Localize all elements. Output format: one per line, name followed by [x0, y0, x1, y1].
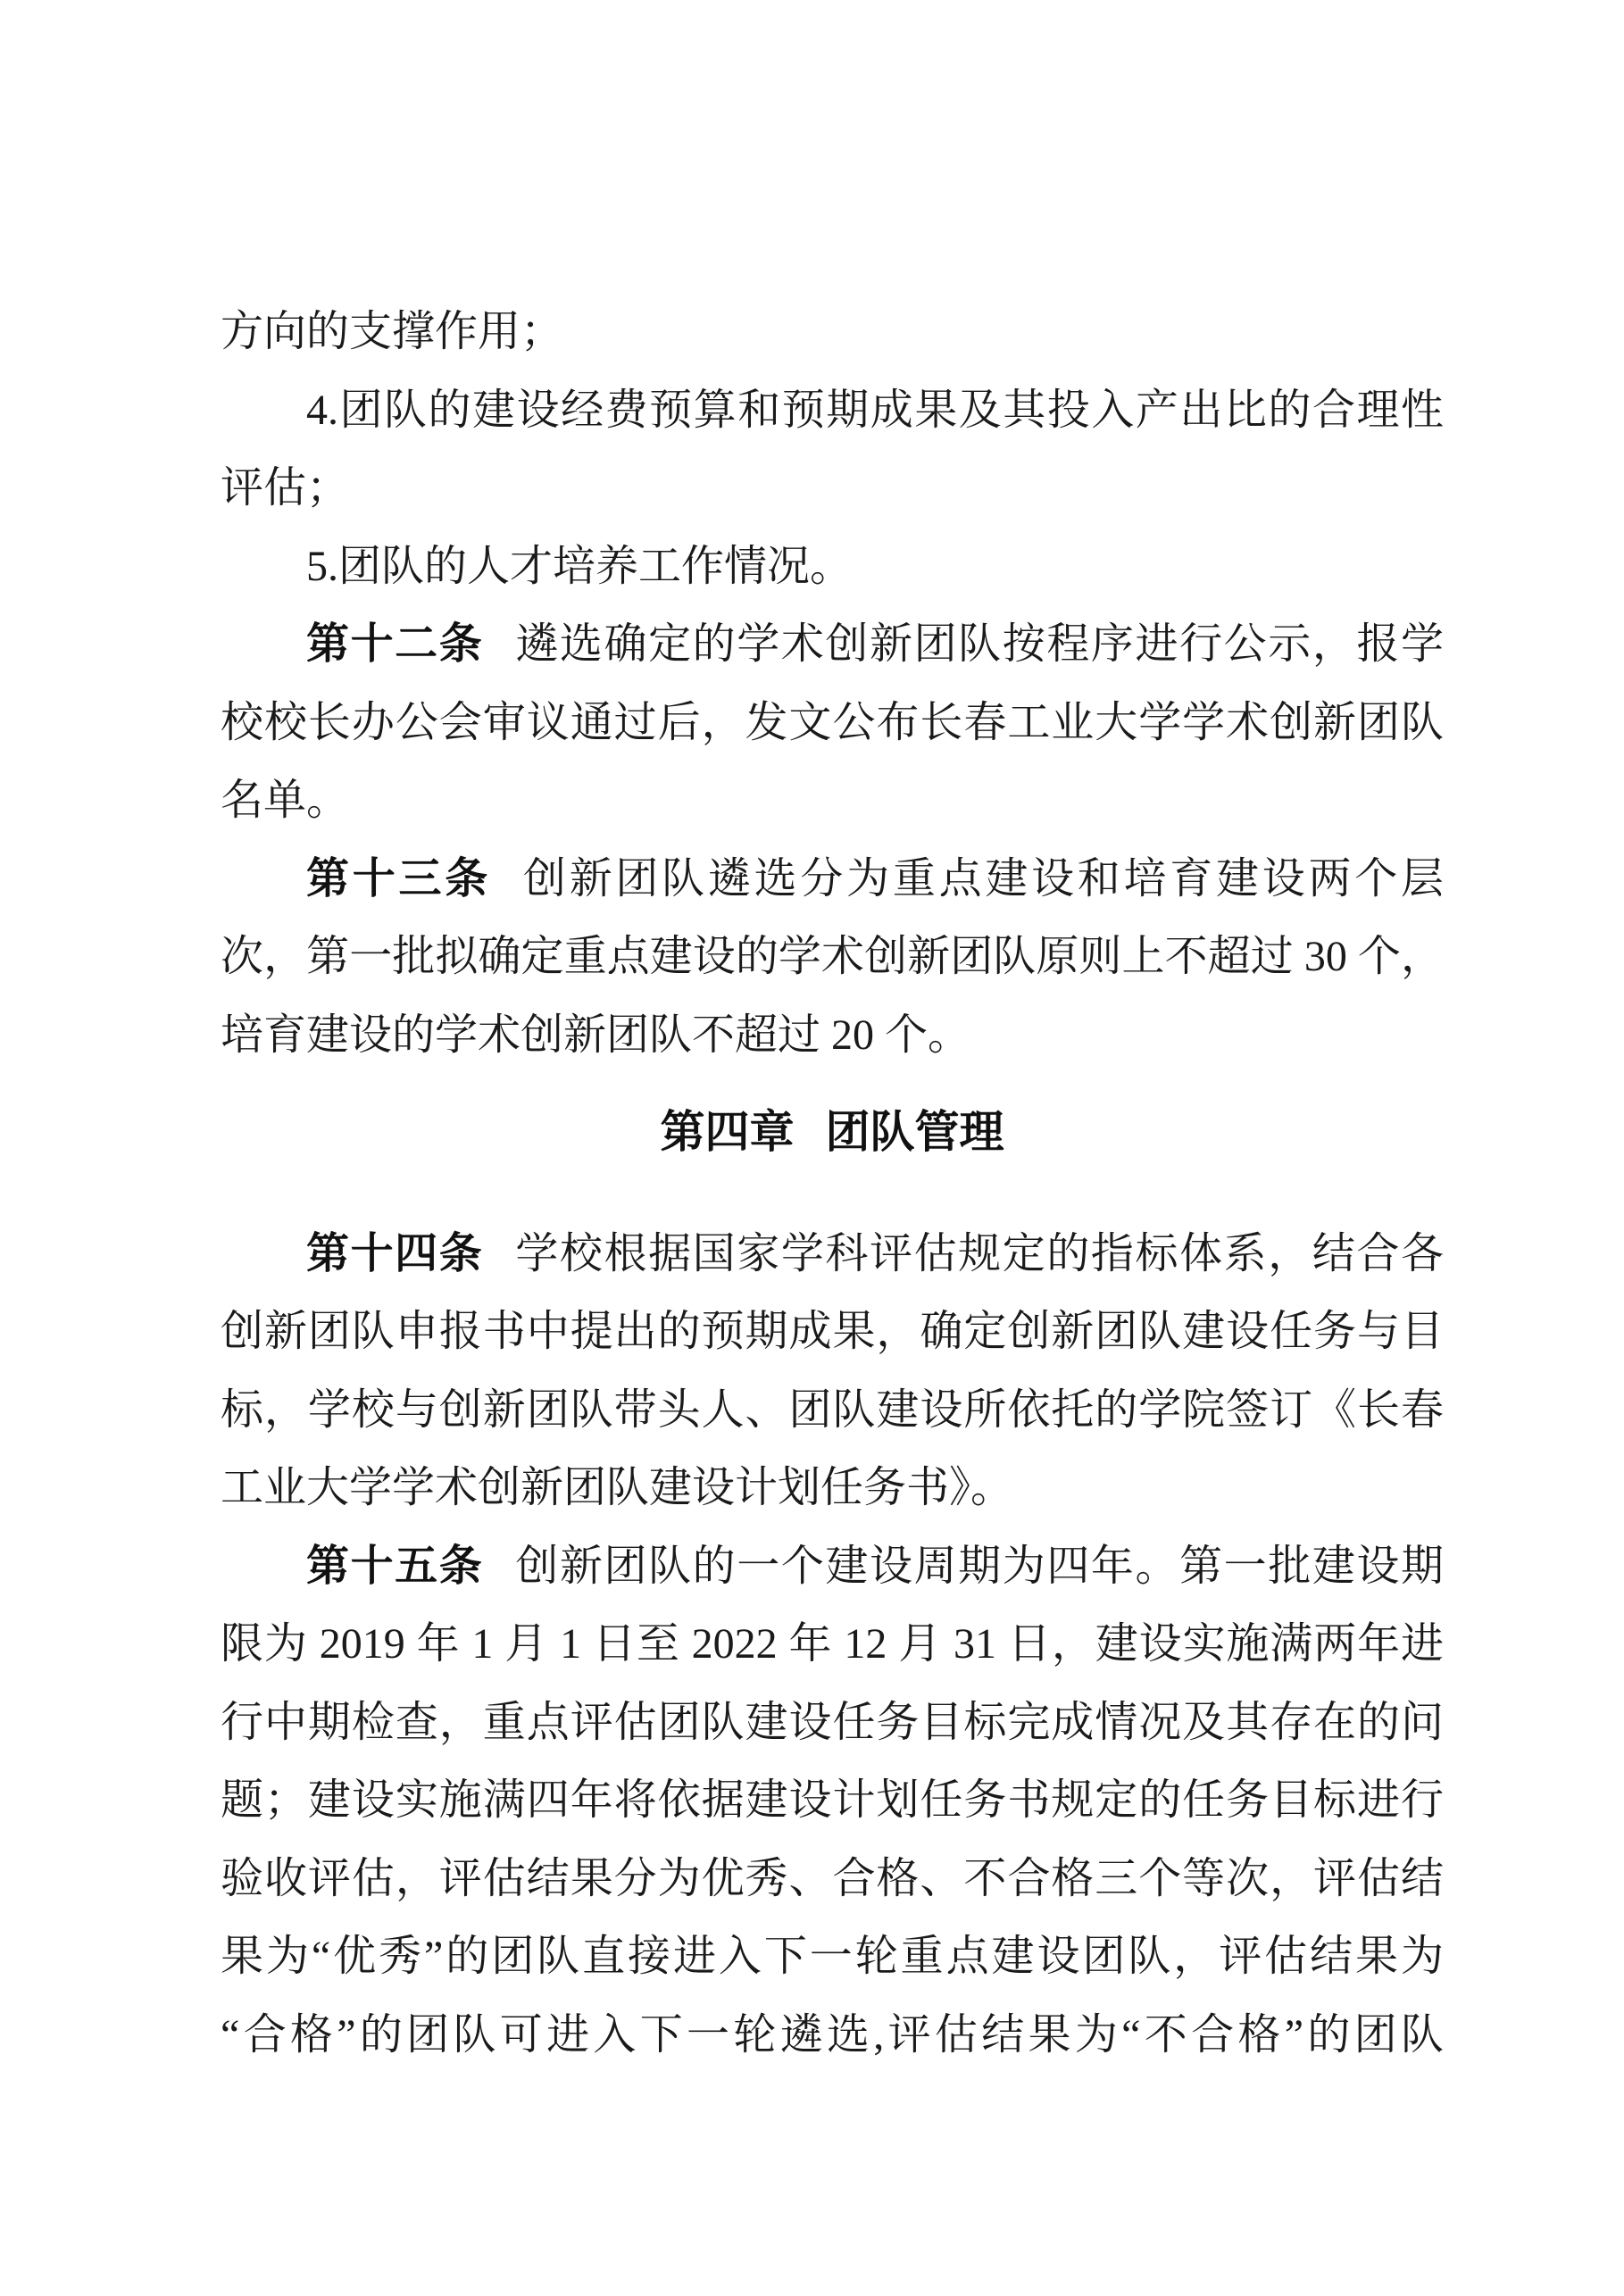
- text-line: [221, 1761, 1444, 1840]
- line-text: 工业大学学术创新团队建设计划任务书》。: [221, 1464, 1014, 1511]
- line-text: 4.团队的建设经费预算和预期成果及其投入产出比的合理性: [306, 386, 1444, 434]
- line-text: 果为“优秀”的团队直接进入下一轮重点建设团队，评估结果为: [221, 1933, 1444, 1980]
- text-line: [221, 1449, 1444, 1527]
- article-line: [221, 1215, 1444, 1294]
- text-line: [221, 918, 1444, 996]
- text-line: [221, 528, 1444, 606]
- article-line: [221, 605, 1444, 684]
- line-text: 培育建设的学术创新团队不超过 20 个。: [221, 1011, 971, 1059]
- text-line: [221, 996, 1444, 1075]
- chapter-title: 团队管理: [825, 1107, 1004, 1157]
- line-text: 行中期检查，重点评估团队建设任务目标完成情况及其存在的问: [221, 1698, 1444, 1746]
- text-line: [221, 449, 1444, 528]
- body-lines-upper: [221, 293, 1444, 1074]
- line-text: 题；建设实施满四年将依据建设计划任务书规定的任务目标进行: [221, 1776, 1444, 1824]
- article-line: [221, 1527, 1444, 1606]
- line-text: 方向的支撑作用；: [221, 308, 564, 355]
- article-line: [221, 840, 1444, 919]
- text-line: [221, 371, 1444, 450]
- line-text: 创新团队遴选分为重点建设和培育建设两个层: [522, 854, 1444, 903]
- text-line: [221, 1605, 1444, 1684]
- line-text: 遴选确定的学术创新团队按程序进行公示，报学: [515, 620, 1444, 668]
- article-number: 第十四条: [306, 1229, 484, 1277]
- text-line: [221, 1917, 1444, 1996]
- line-text: 创新团队申报书中提出的预期成果，确定创新团队建设任务与目: [221, 1308, 1444, 1355]
- page-body-text: [221, 293, 1444, 2074]
- line-text: 标，学校与创新团队带头人、团队建设所依托的学院签订《长春: [221, 1385, 1444, 1434]
- text-line: [221, 1371, 1444, 1450]
- text-line: [221, 1840, 1444, 1918]
- line-text: 验收评估，评估结果分为优秀、合格、不合格三个等次，评估结: [221, 1854, 1444, 1902]
- line-text: 限为 2019 年 1 月 1 日至 2022 年 12 月 31 日，建设实施满两年进: [221, 1620, 1444, 1668]
- line-text: 5.团队的人才培养工作情况。: [306, 542, 854, 590]
- line-text: 校校长办公会审议通过后，发文公布长春工业大学学术创新团队: [221, 698, 1444, 746]
- line-text: 学校根据国家学科评估规定的指标体系，结合各: [515, 1229, 1444, 1277]
- chapter-number: 第四章: [660, 1107, 795, 1157]
- line-text: 创新团队的一个建设周期为四年。第一批建设期: [515, 1542, 1444, 1590]
- line-text: 名单。: [221, 777, 350, 824]
- text-line: [221, 761, 1444, 840]
- line-text: “合格”的团队可进入下一轮遴选,评估结果为“不合格”的团队: [221, 2010, 1444, 2059]
- text-line: [221, 1996, 1444, 2075]
- body-lines-lower: [221, 1215, 1444, 2075]
- chapter-heading: [221, 1094, 1444, 1172]
- text-line: [221, 684, 1444, 762]
- text-line: [221, 293, 1444, 371]
- text-line: [221, 1684, 1444, 1762]
- article-number: 第十三条: [306, 854, 491, 903]
- article-number: 第十二条: [306, 620, 484, 668]
- line-text: 次，第一批拟确定重点建设的学术创新团队原则上不超过 30 个，: [221, 933, 1444, 980]
- text-line: [221, 1293, 1444, 1371]
- line-text: 评估；: [221, 464, 350, 512]
- article-number: 第十五条: [306, 1542, 484, 1590]
